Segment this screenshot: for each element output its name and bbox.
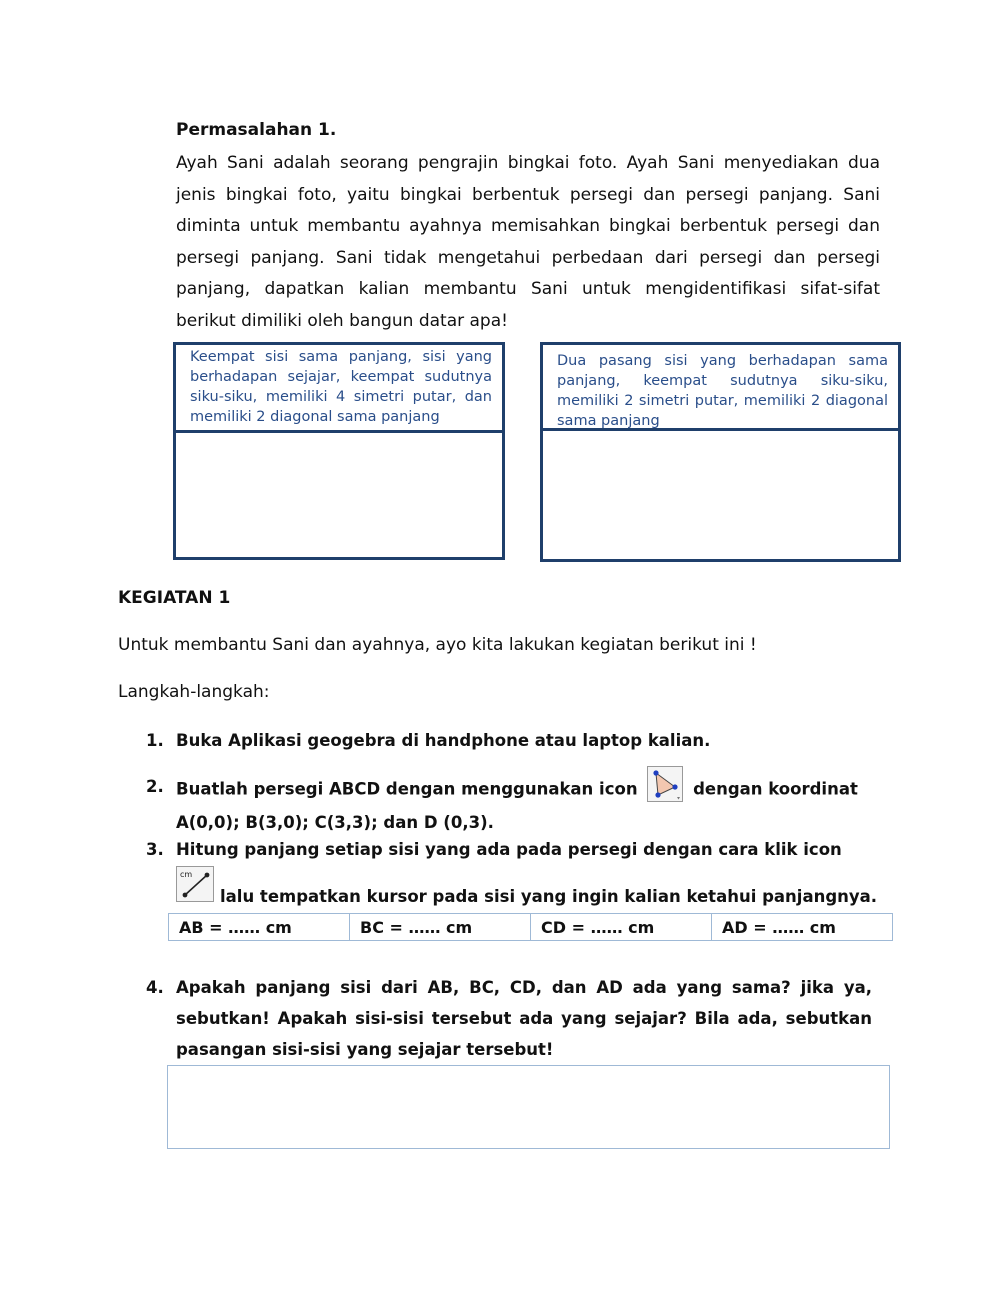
- step-number: 4.: [146, 978, 164, 997]
- answer-field-right[interactable]: [543, 428, 898, 560]
- step-number: 2.: [146, 777, 164, 796]
- distance-length-tool-icon[interactable]: [176, 866, 214, 902]
- activity-intro: Untuk membantu Sani dan ayahnya, ayo kita lakukan kegiatan berikut ini !: [118, 635, 757, 655]
- side-length-table: [168, 913, 893, 941]
- property-box-right: [540, 342, 901, 562]
- step-number: 1.: [146, 731, 164, 750]
- step-text-part: dengan koordinat: [693, 779, 858, 799]
- property-box-left: [173, 342, 505, 560]
- table-row: [169, 914, 893, 941]
- step-line: pasangan sisi-sisi yang sejajar tersebut!: [176, 1040, 554, 1059]
- polygon-tool-icon[interactable]: [647, 766, 683, 802]
- step-3-text-continued: lalu tempatkan kursor pada sisi yang ingin kalian ketahui panjangnya.: [220, 887, 878, 906]
- property-text-left: Keempat sisi sama panjang, sisi yang berhadapan sejajar, keempat sudutnya siku-siku, memiliki 4 simetri putar, dan memiliki 2 diagonal sama panjang: [190, 349, 492, 425]
- step-text-part: Buatlah persegi ABCD dengan menggunakan icon: [176, 779, 638, 799]
- problem-line: jenis bingkai foto, yaitu bingkai berbentuk persegi dan persegi panjang. Sani: [176, 184, 880, 205]
- step-number: 3.: [146, 840, 164, 859]
- step-4: [0, 972, 1000, 1066]
- problem-line: diminta untuk membantu ayahnya memisahkan bingkai berbentuk persegi dan: [176, 216, 880, 236]
- step-text: Hitung panjang setiap sisi yang ada pada persegi dengan cara klik icon: [176, 840, 842, 859]
- step-2: [0, 772, 1000, 832]
- cell-cd[interactable]: CD = …… cm: [531, 914, 712, 941]
- cell-bc[interactable]: BC = …… cm: [350, 914, 531, 941]
- icon-label: cm: [180, 870, 193, 879]
- problem-line: panjang, dapatkan kalian membantu Sani untuk mengidentifikasi sifat-sifat: [176, 279, 880, 299]
- coordinates-text: A(0,0); B(3,0); C(3,3); dan D (0,3).: [176, 813, 494, 832]
- cell-ad[interactable]: AD = …… cm: [712, 914, 893, 941]
- step-text: [176, 972, 872, 1065]
- step-1: [0, 726, 1000, 756]
- step-line: Apakah panjang sisi dari AB, BC, CD, dan AD ada yang sama? jika ya,: [176, 978, 872, 997]
- answer-field-step-4[interactable]: [167, 1065, 890, 1149]
- steps-label: Langkah-langkah:: [118, 682, 270, 702]
- problem-line: persegi panjang. Sani tidak mengetahui perbedaan dari persegi dan persegi: [176, 247, 880, 268]
- activity-title: KEGIATAN 1: [118, 588, 231, 608]
- problem-line: berikut dimiliki oleh bangun datar apa!: [176, 310, 508, 331]
- problem-line: Ayah Sani adalah seorang pengrajin bingkai foto. Ayah Sani menyediakan dua: [176, 153, 880, 173]
- step-line: sebutkan! Apakah sisi-sisi tersebut ada yang sejajar? Bila ada, sebutkan: [176, 1009, 872, 1028]
- step-text: Buka Aplikasi geogebra di handphone atau laptop kalian.: [176, 731, 711, 750]
- property-text-right: Dua pasang sisi yang berhadapan sama panjang, keempat sudutnya siku-siku, memiliki 2 simetri putar, memiliki 2 diagonal sama panjang: [557, 353, 888, 429]
- problem-paragraph: [176, 148, 880, 337]
- step-text: [176, 772, 886, 838]
- problem-title: Permasalahan 1.: [176, 120, 337, 140]
- cell-ab[interactable]: AB = …… cm: [169, 914, 350, 941]
- answer-field-left[interactable]: [176, 430, 502, 560]
